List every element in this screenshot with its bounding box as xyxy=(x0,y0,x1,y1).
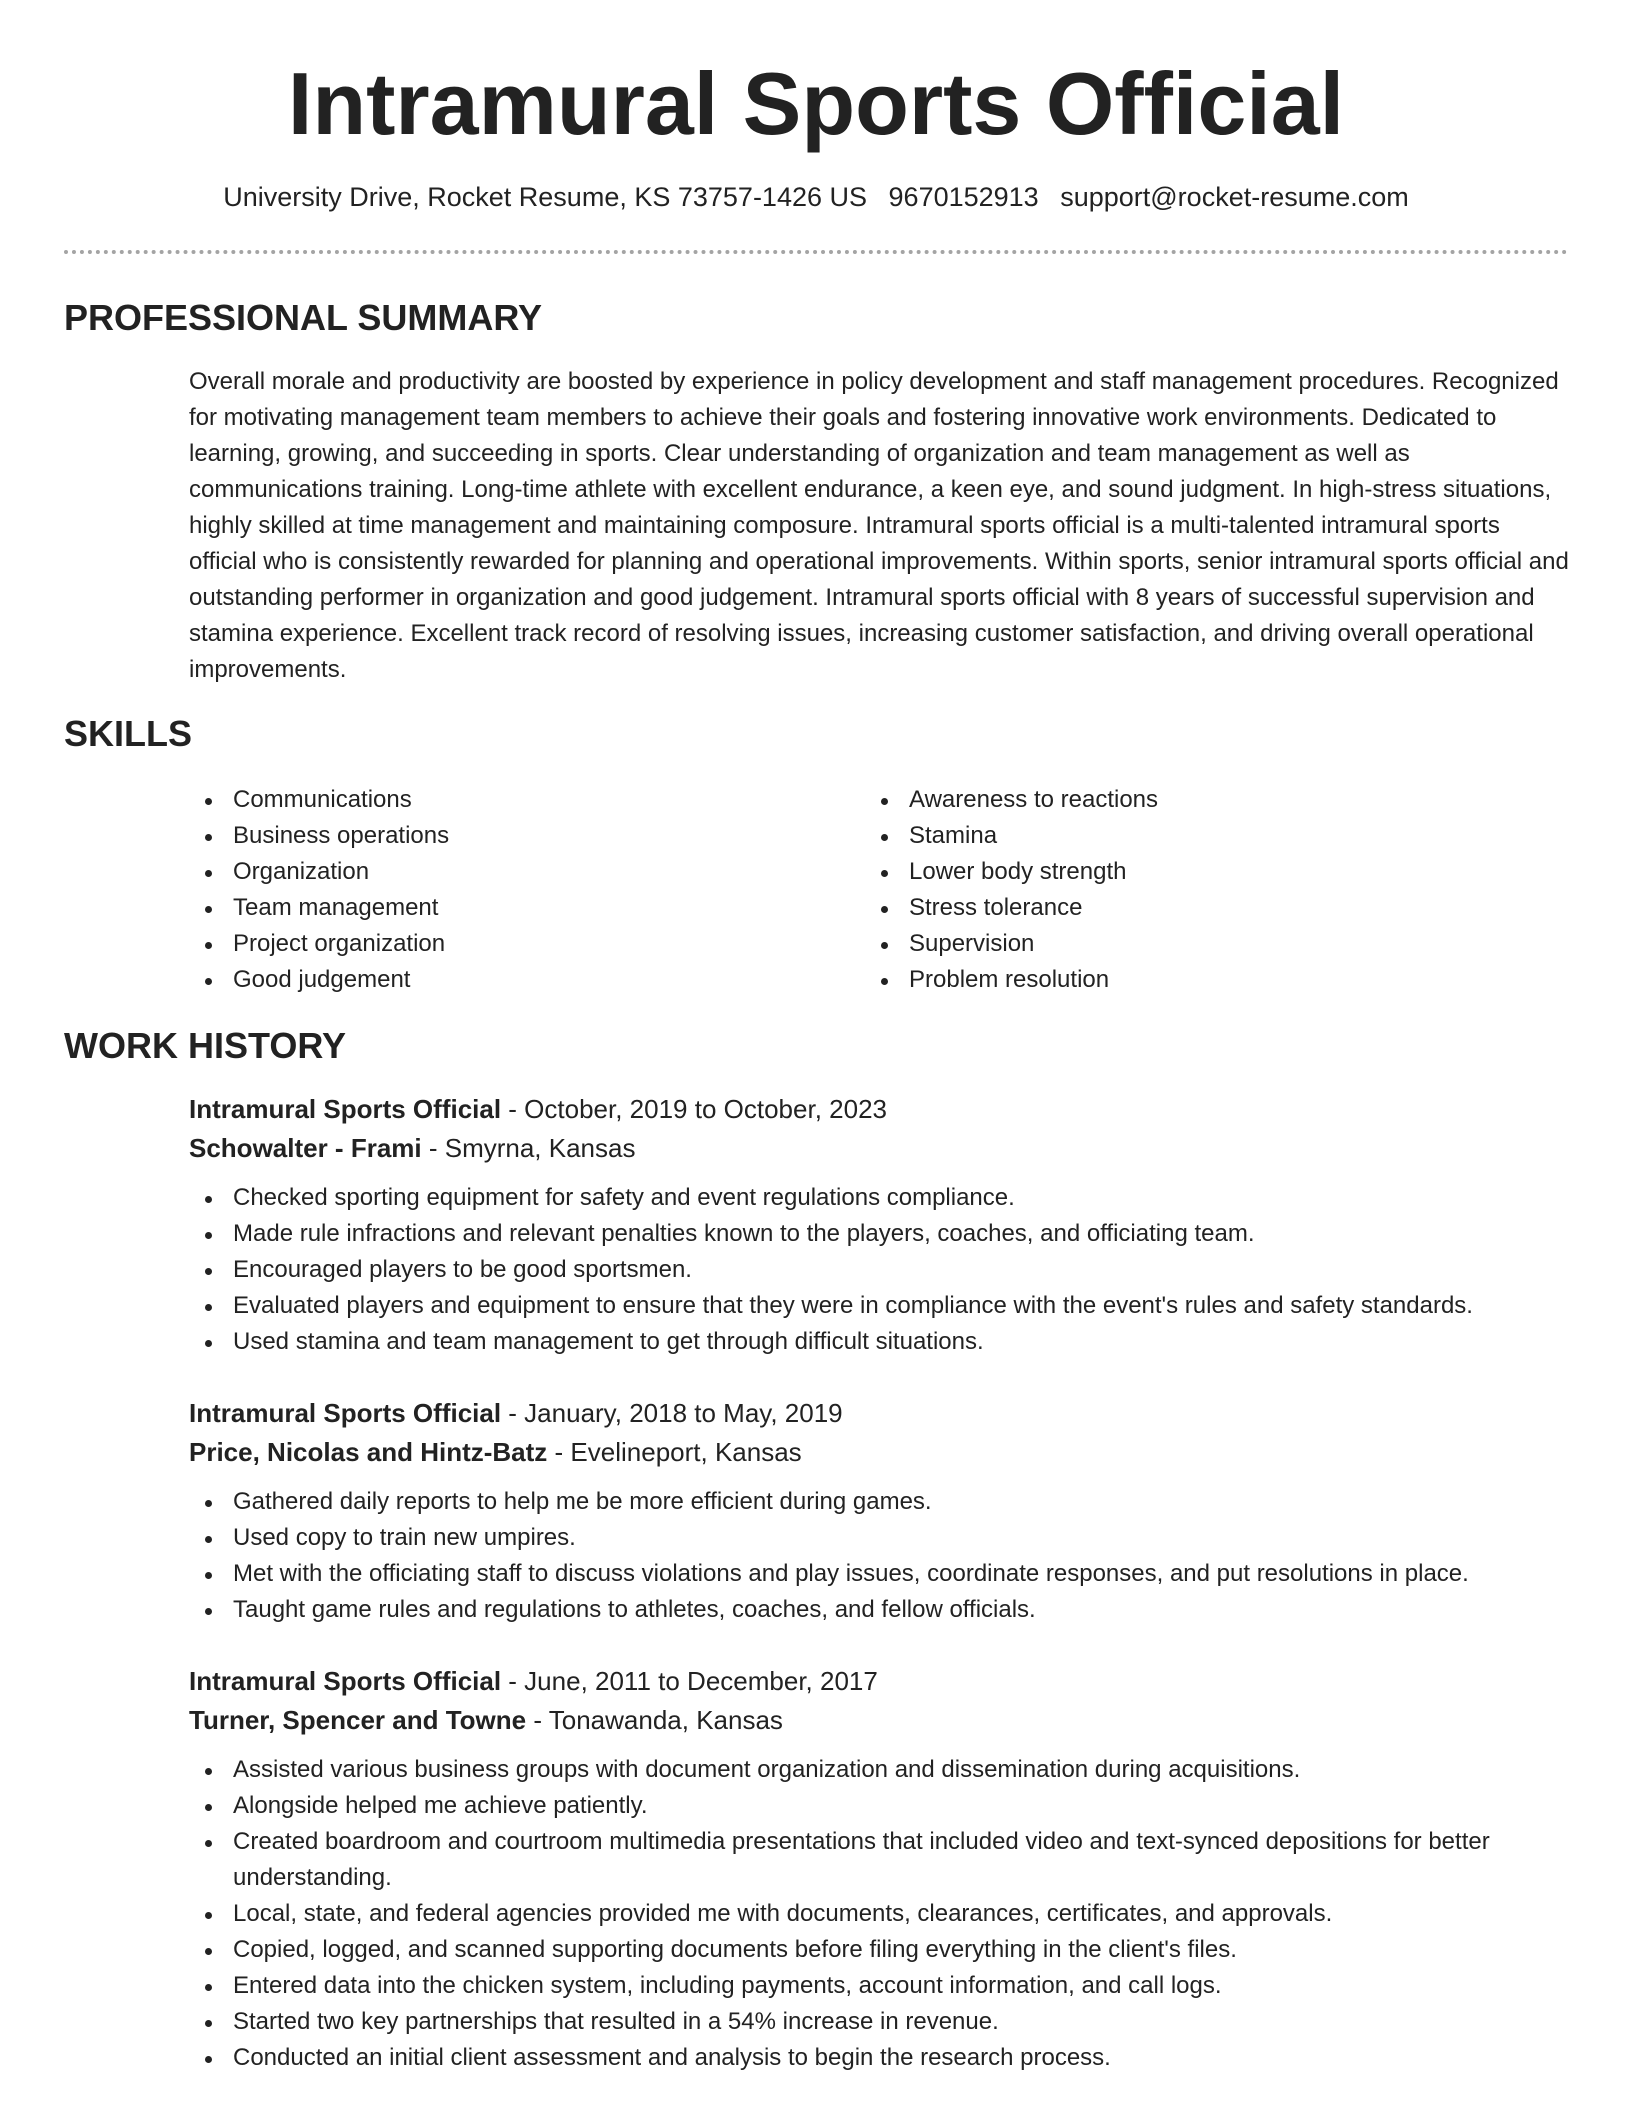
skill-item: Lower body strength xyxy=(865,854,1485,890)
job-role: Intramural Sports Official xyxy=(189,1398,502,1428)
job-bullets xyxy=(189,1180,1569,1360)
contact-address: University Drive, Rocket Resume, KS 73757-1426 US xyxy=(223,182,868,212)
job-dates: - June, 2011 to December, 2017 xyxy=(501,1666,878,1696)
section-title-summary: PROFESSIONAL SUMMARY xyxy=(64,297,543,338)
job-bullet: Assisted various business groups with document organization and dissemination during acquisitions. xyxy=(189,1752,1569,1788)
job-title-line xyxy=(189,1662,1569,1701)
skill-item: Organization xyxy=(189,854,809,890)
job-bullet: Entered data into the chicken system, including payments, account information, and call logs. xyxy=(189,1968,1569,2004)
skill-item: Team management xyxy=(189,890,809,926)
job-location: - Smyrna, Kansas xyxy=(421,1133,636,1163)
job-bullet: Conducted an initial client assessment and analysis to begin the research process. xyxy=(189,2040,1569,2076)
contact-phone: 9670152913 xyxy=(888,182,1039,212)
job-bullet: Used stamina and team management to get through difficult situations. xyxy=(189,1324,1569,1360)
job-company-line xyxy=(189,1433,1569,1472)
skill-item: Project organization xyxy=(189,926,809,962)
job-bullet: Copied, logged, and scanned supporting documents before filing everything in the client's files. xyxy=(189,1932,1569,1968)
job-location: - Tonawanda, Kansas xyxy=(526,1705,783,1735)
section-title-work-history: WORK HISTORY xyxy=(64,1025,347,1066)
job-role: Intramural Sports Official xyxy=(189,1666,502,1696)
job-dates: - January, 2018 to May, 2019 xyxy=(501,1398,843,1428)
contact-email: support@rocket-resume.com xyxy=(1060,182,1409,212)
skill-item: Problem resolution xyxy=(865,962,1485,998)
skill-item: Good judgement xyxy=(189,962,809,998)
job-bullet: Alongside helped me achieve patiently. xyxy=(189,1788,1569,1824)
skill-item: Business operations xyxy=(189,818,809,854)
job-company: Turner, Spencer and Towne xyxy=(189,1705,527,1735)
skill-item: Stress tolerance xyxy=(865,890,1485,926)
skill-item: Supervision xyxy=(865,926,1485,962)
skill-item: Awareness to reactions xyxy=(865,782,1485,818)
job-bullet: Met with the officiating staff to discuss violations and play issues, coordinate responses, and put resolutions in place. xyxy=(189,1556,1569,1592)
job-bullet: Gathered daily reports to help me be more efficient during games. xyxy=(189,1484,1569,1520)
summary-text: Overall morale and productivity are boosted by experience in policy development and staff management procedures. Recognized for motivating management team members to achieve their goals and fostering innovative work environments. Dedicated to learning, growing, and succeeding in sports. Clear understanding of organization and team management as well as communications training. Long-time athlete with excellent endurance, a keen eye, and sound judgment. In high-stress situations, highly skilled at time management and maintaining composure. Intramural sports official is a multi-talented intramural sports official who is consistently rewarded for planning and operational improvements. Within sports, senior intramural sports official and outstanding performer in organization and good judgement. Intramural sports official with 8 years of successful supervision and stamina experience. Excellent track record of resolving issues, increasing customer satisfaction, and driving overall operational improvements. xyxy=(189,368,1569,683)
job-bullet: Local, state, and federal agencies provided me with documents, clearances, certificates, and approvals. xyxy=(189,1896,1569,1932)
job-bullet: Made rule infractions and relevant penalties known to the players, coaches, and officiating team. xyxy=(189,1216,1569,1252)
job-bullet: Started two key partnerships that resulted in a 54% increase in revenue. xyxy=(189,2004,1569,2040)
job-company: Price, Nicolas and Hintz-Batz xyxy=(189,1437,548,1467)
contact-line xyxy=(0,180,1632,215)
skills-list-left xyxy=(189,782,809,998)
job-bullet: Used copy to train new umpires. xyxy=(189,1520,1569,1556)
job-title-line xyxy=(189,1394,1569,1433)
job-bullets xyxy=(189,1752,1569,2076)
job-title-line xyxy=(189,1090,1569,1129)
job-entry xyxy=(189,1394,1569,1628)
job-role: Intramural Sports Official xyxy=(189,1094,502,1124)
resume-name: Intramural Sports Official xyxy=(287,54,1345,153)
job-bullet: Taught game rules and regulations to athletes, coaches, and fellow officials. xyxy=(189,1592,1569,1628)
job-bullet: Encouraged players to be good sportsmen. xyxy=(189,1252,1569,1288)
skills-list-right xyxy=(865,782,1485,998)
header-divider xyxy=(64,250,1568,254)
job-entry xyxy=(189,1090,1569,1360)
job-dates: - October, 2019 to October, 2023 xyxy=(501,1094,887,1124)
job-entry xyxy=(189,1662,1569,2076)
section-title-skills: SKILLS xyxy=(64,713,193,754)
skill-item: Stamina xyxy=(865,818,1485,854)
job-bullet: Created boardroom and courtroom multimedia presentations that included video and text-synced depositions for better understanding. xyxy=(189,1824,1569,1896)
skill-item: Communications xyxy=(189,782,809,818)
job-company-line xyxy=(189,1701,1569,1740)
job-location: - Evelineport, Kansas xyxy=(547,1437,802,1467)
job-company: Schowalter - Frami xyxy=(189,1133,422,1163)
job-company-line xyxy=(189,1129,1569,1168)
job-bullets xyxy=(189,1484,1569,1628)
job-bullet: Evaluated players and equipment to ensure that they were in compliance with the event's rules and safety standards. xyxy=(189,1288,1569,1324)
job-bullet: Checked sporting equipment for safety and event regulations compliance. xyxy=(189,1180,1569,1216)
